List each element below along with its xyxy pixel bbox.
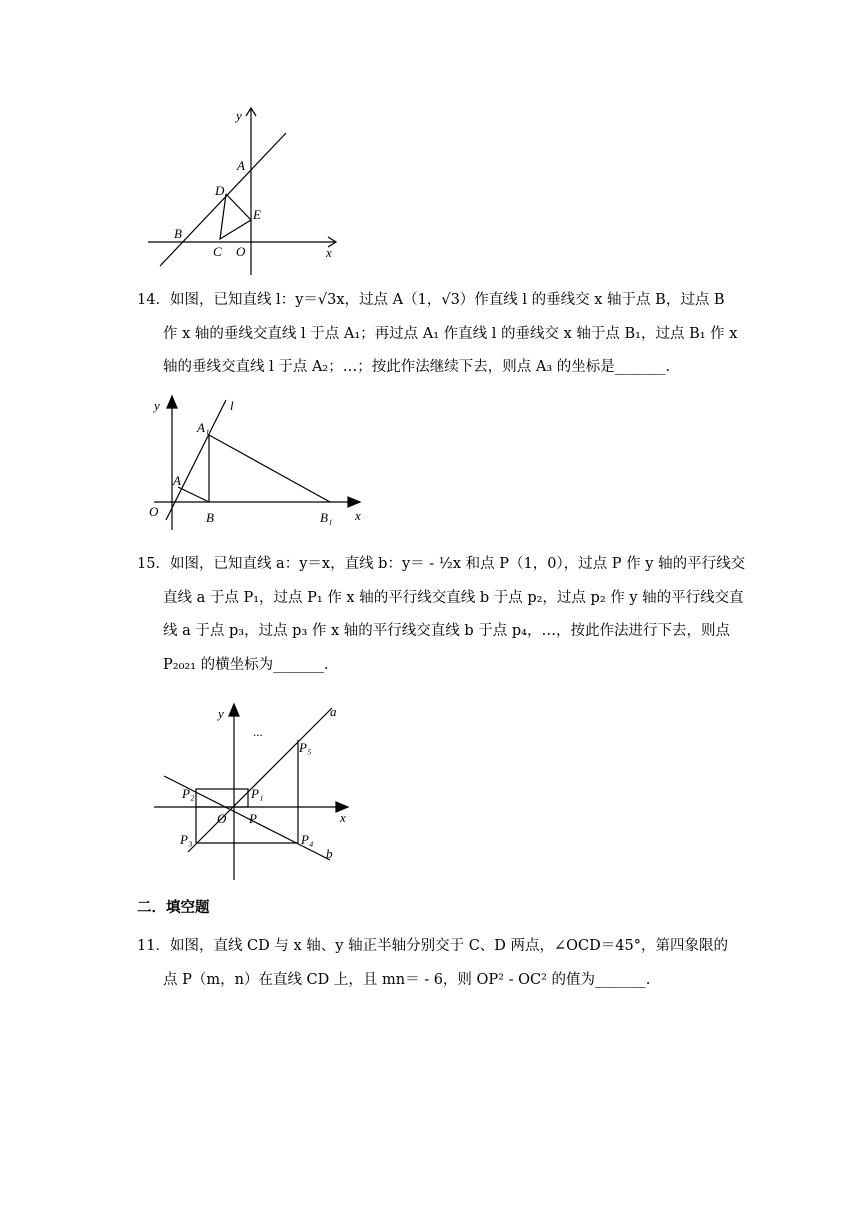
fig14-label-a1: A₁ xyxy=(197,420,210,435)
problem-15 xyxy=(137,548,746,682)
problem-15-line-4: P₂₀₂₁ 的横坐标为_______. xyxy=(163,656,329,673)
fig13-label-o: O xyxy=(236,244,246,259)
fig15-label-y: y xyxy=(218,706,224,721)
segment-a1-b1 xyxy=(209,435,330,502)
fig15-label-p1: P₁ xyxy=(251,786,264,801)
line-ab xyxy=(160,133,286,266)
fig14-label-x: x xyxy=(355,508,361,523)
fig14-label-o: O xyxy=(149,504,159,519)
figure-13 xyxy=(140,100,350,280)
fig15-label-p5: P₅ xyxy=(299,740,312,755)
fig13-label-y: y xyxy=(236,108,242,123)
problem-15-line-3: 线 a 于点 p₃，过点 p₃ 作 x 轴的平行线交直线 b 于点 p₄，…，按此作法进行下去，则点 xyxy=(163,623,730,639)
fig14-label-l: l xyxy=(230,398,234,413)
problem-11 xyxy=(137,930,737,997)
fig15-label-p4: P₄ xyxy=(301,832,314,847)
rect-p1-p2 xyxy=(196,789,248,807)
fig13-label-c: C xyxy=(213,244,222,259)
fig15-label-a: a xyxy=(330,704,337,719)
problem-14-line-2: 作 x 轴的垂线交直线 l 于点 A₁；再过点 A₁ 作直线 l 的垂线交 x 轴于点 B₁，过点 B₁ 作 x xyxy=(163,325,738,342)
fig15-label-o: O xyxy=(217,811,227,826)
problem-15-line-2: 直线 a 于点 P₁，过点 P₁ 作 x 轴的平行线交直线 b 于点 p₂，过点 p₂ 作 y 轴的平行线交直 xyxy=(163,589,744,606)
triangle-dce xyxy=(220,194,251,239)
fig15-label-p: P xyxy=(249,811,257,826)
fig14-label-y: y xyxy=(154,398,160,413)
section-title: 二．填空题 xyxy=(137,900,210,916)
fig15-label-b: b xyxy=(326,846,333,861)
fig15-label-p3: P₃ xyxy=(180,832,193,847)
problem-14-line-3: 轴的垂线交直线 l 于点 A₂；…；按此作法继续下去，则点 A₃ 的坐标是_______. xyxy=(163,359,671,375)
fig15-label-dots: ... xyxy=(253,724,263,739)
fig13-label-d: D xyxy=(215,183,225,198)
figure-14 xyxy=(140,392,372,534)
problem-11-line-2: 点 P（m，n）在直线 CD 上，且 mn＝ - 6，则 OP² - OC² 的值为_______. xyxy=(163,971,651,988)
fig13-label-e: E xyxy=(253,207,261,222)
figure-15 xyxy=(150,700,360,885)
fig13-label-a: A xyxy=(237,158,245,173)
problem-11-line-1: 11．如图，直线 CD 与 x 轴、y 轴正半轴分别交于 C、D 两点，∠OCD＝45°，第四象限的 xyxy=(137,938,728,954)
problem-15-line-1: 15．如图，已知直线 a：y＝x，直线 b：y＝ - ½x 和点 P（1，0），过点 P 作 y 轴的平行线交 xyxy=(137,556,746,572)
problem-14 xyxy=(137,284,737,385)
fig13-label-b: B xyxy=(174,226,182,241)
problem-14-line-1: 14．如图，已知直线 l：y＝√3x，过点 A（1，√3）作直线 l 的垂线交 x 轴于点 B，过点 B xyxy=(137,292,725,308)
fig14-label-a: A xyxy=(173,473,181,488)
fig15-label-x: x xyxy=(340,810,346,825)
fig14-label-b: B xyxy=(206,510,214,525)
segment-ab xyxy=(178,487,209,502)
fig14-label-b1: B₁ xyxy=(320,510,333,525)
fig13-label-x: x xyxy=(326,245,332,260)
fig15-label-p2: P₂ xyxy=(182,786,195,801)
